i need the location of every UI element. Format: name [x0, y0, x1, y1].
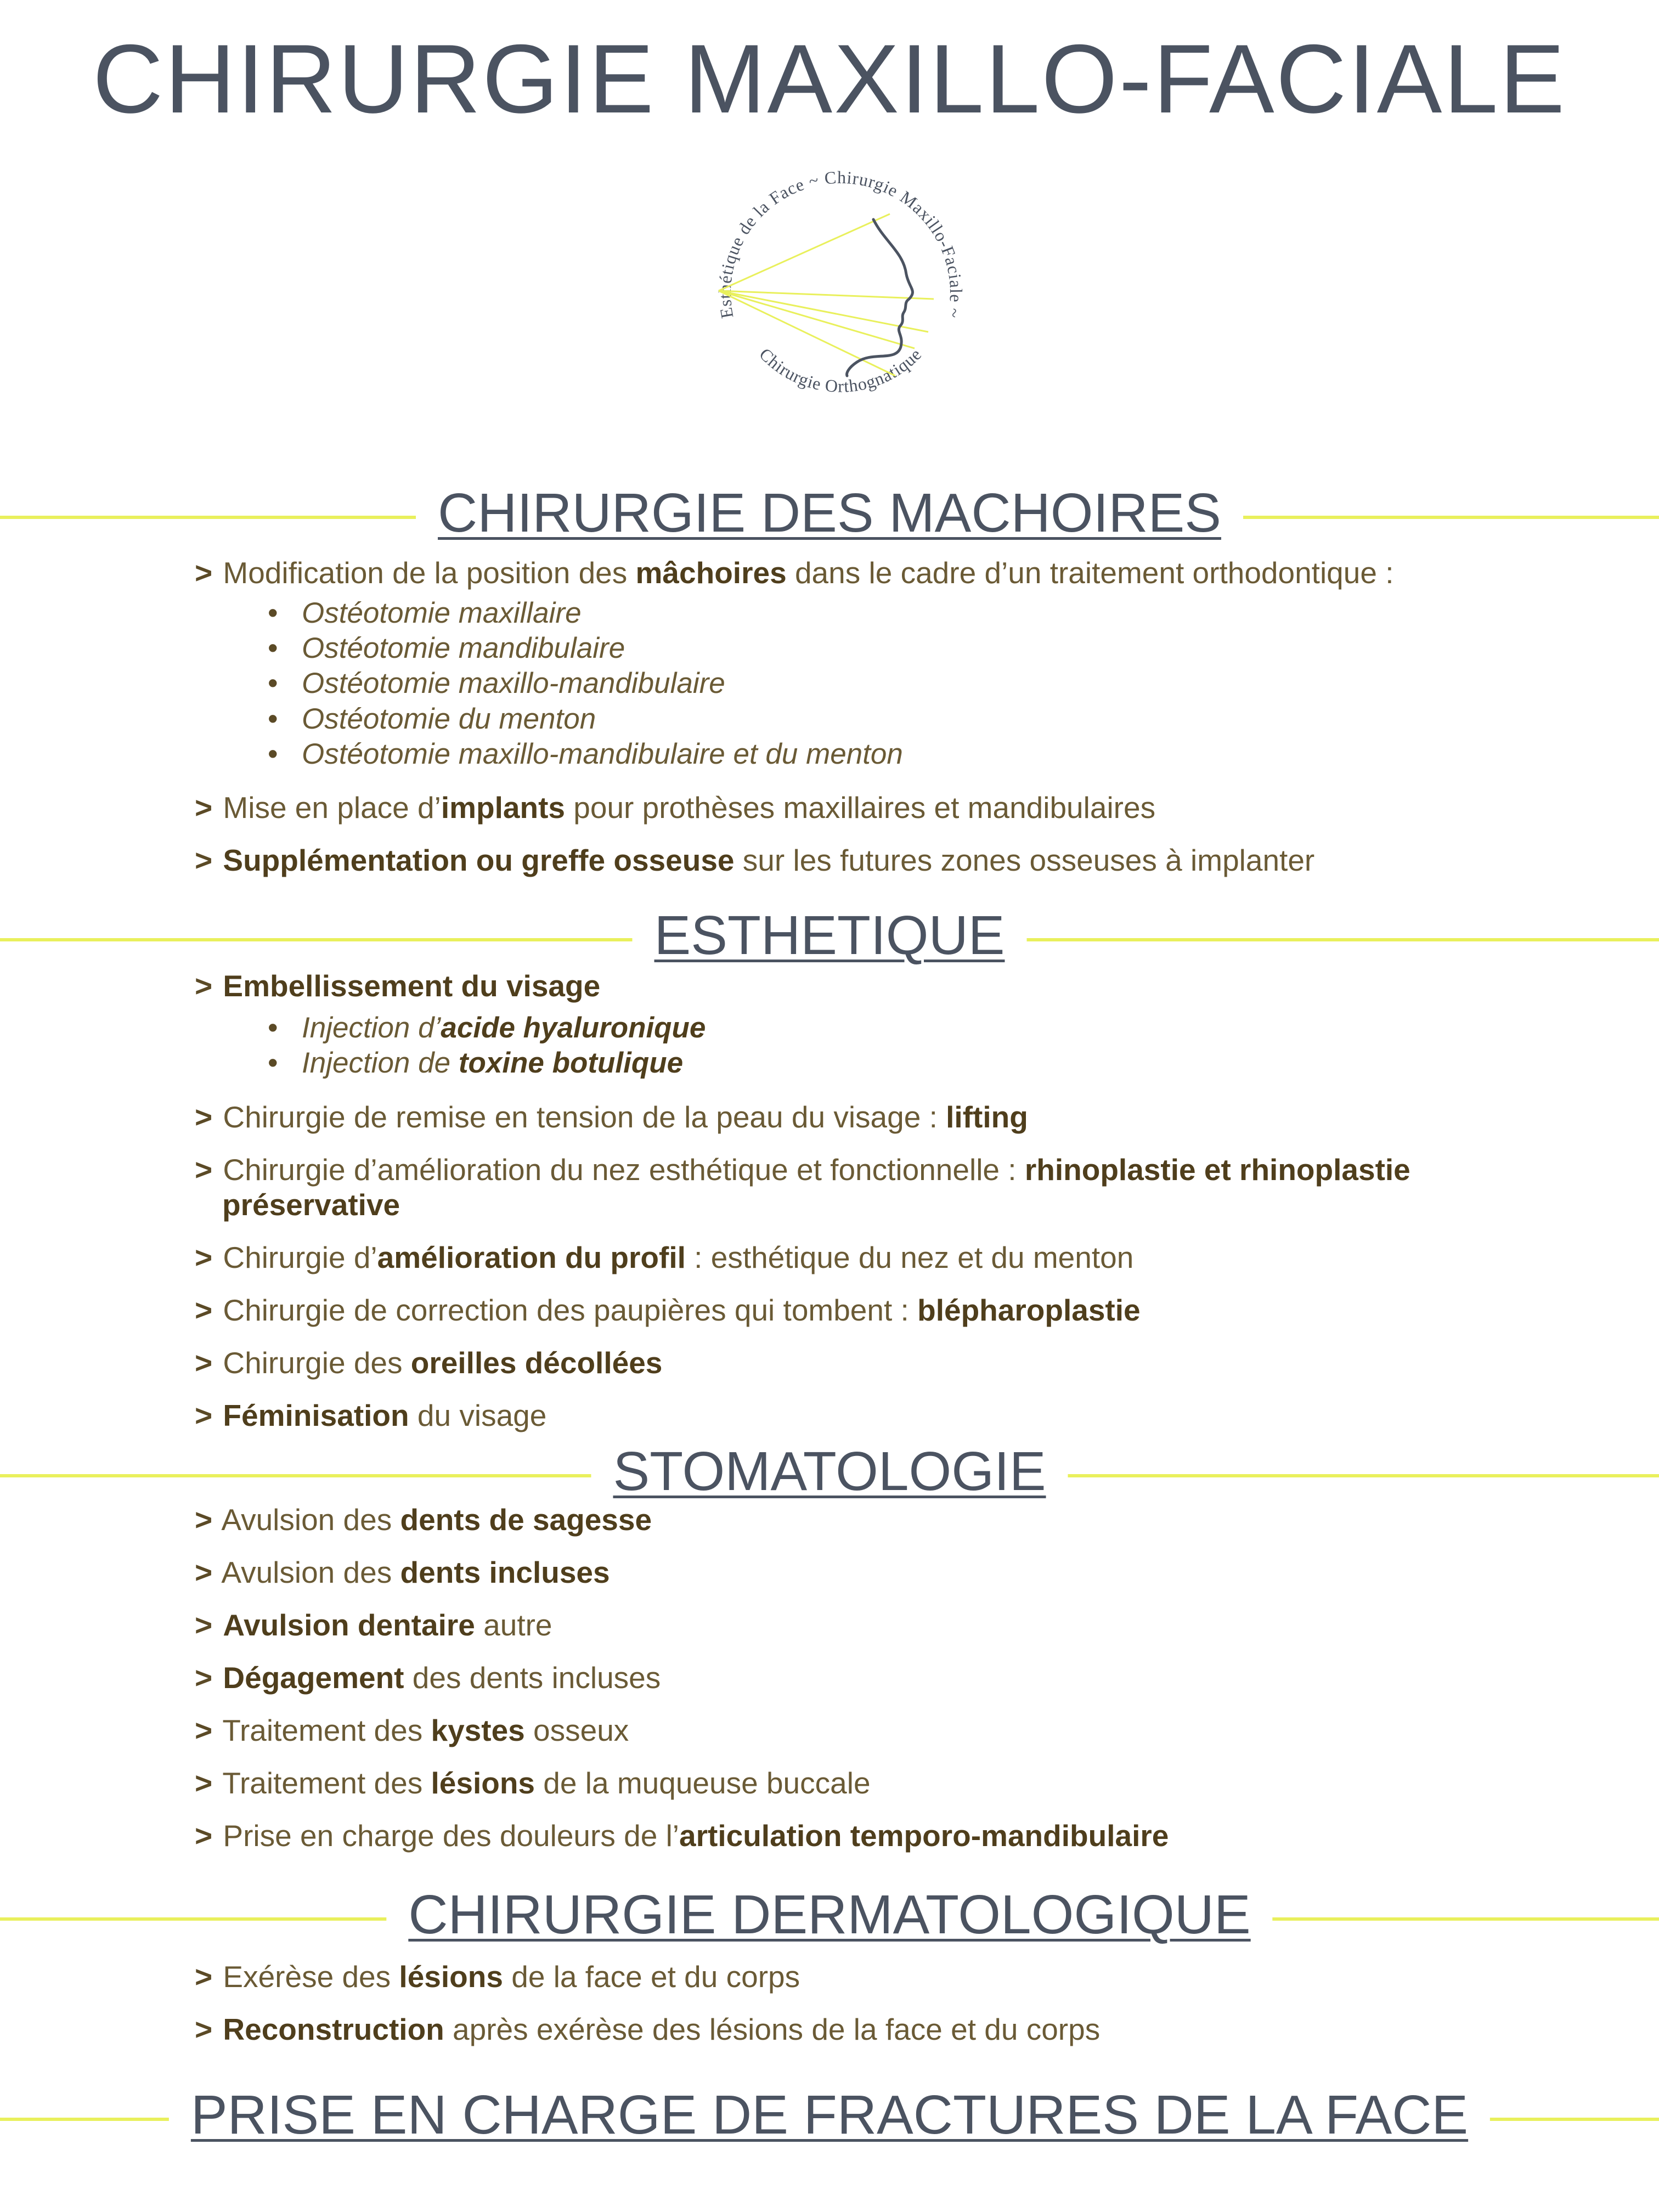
chevron-right-icon: > [195, 843, 213, 877]
list-item: > Modification de la position des mâchoires dans le cadre d’un traitement orthodontique : [195, 556, 1394, 590]
list-item: > Avulsion des dents incluses [195, 1555, 610, 1589]
list-item: > Dégagement des dents incluses [195, 1661, 661, 1695]
sub-list-item: • Injection de toxine botulique [302, 1046, 1454, 1080]
chevron-right-icon: > [195, 1346, 213, 1380]
section-heading-stomatologie [0, 1436, 1659, 1507]
chevron-right-icon: > [195, 1555, 213, 1589]
chevron-right-icon: > [195, 1713, 213, 1747]
section-heading-esthetique [0, 900, 1659, 971]
chevron-right-icon: > [195, 1960, 213, 1994]
chevron-right-icon: > [195, 1608, 213, 1642]
chevron-right-icon: > [195, 1661, 213, 1695]
section-title: CHIRURGIE DERMATOLOGIQUE [386, 1879, 1272, 1950]
chevron-right-icon: > [195, 1293, 213, 1327]
list-item: > Chirurgie de correction des paupières qui tombent : blépharoplastie [195, 1293, 1141, 1327]
list-item: > Prise en charge des douleurs de l’articulation temporo-mandibulaire [195, 1819, 1169, 1853]
list-item: > Traitement des kystes osseux [195, 1713, 629, 1747]
chevron-right-icon: > [195, 1153, 213, 1187]
chevron-right-icon: > [195, 1100, 213, 1134]
chevron-right-icon: > [195, 1240, 213, 1274]
sub-list-item: • Injection d’acide hyaluronique [302, 1011, 1454, 1045]
section-title: ESTHETIQUE [633, 900, 1027, 971]
sub-list-item: • Ostéotomie du menton [302, 702, 1454, 736]
sub-list-item: • Ostéotomie maxillo-mandibulaire [302, 667, 1454, 701]
section-heading-dermatologique [0, 1879, 1659, 1950]
sub-list-item: • Ostéotomie mandibulaire [302, 631, 1454, 665]
svg-text:Chirurgie Orthognatique [755, 344, 926, 396]
logo-arc-top: Esthétique de la Face ~ Chirurgie Maxillo-Faciale ~ [714, 167, 967, 320]
face-profile-logo-icon [692, 143, 989, 439]
list-item: > Supplémentation ou greffe osseuse sur les futures zones osseuses à implanter [195, 843, 1315, 877]
list-item: > Avulsion dentaire autre [195, 1608, 552, 1642]
section-heading-machoires [0, 477, 1659, 549]
sub-list-item: • Ostéotomie maxillaire [302, 596, 1454, 630]
chevron-right-icon: > [195, 1398, 213, 1432]
list-item: > Chirurgie de remise en tension de la peau du visage : lifting [195, 1100, 1028, 1134]
chevron-right-icon: > [195, 2012, 213, 2046]
chevron-right-icon: > [195, 556, 213, 590]
list-item: > Exérèse des lésions de la face et du corps [195, 1960, 800, 1994]
section-title: CHIRURGIE DES MACHOIRES [416, 477, 1243, 549]
logo-arc-bottom: Chirurgie Orthognatique [755, 344, 926, 396]
chevron-right-icon: > [195, 1766, 213, 1800]
list-item: > Traitement des lésions de la muqueuse buccale [195, 1766, 871, 1800]
chevron-right-icon: > [195, 1819, 213, 1853]
section-heading-fractures [0, 2079, 1659, 2151]
sub-list-item: • Ostéotomie maxillo-mandibulaire et du menton [302, 737, 1454, 771]
chevron-right-icon: > [195, 791, 213, 825]
list-item: > Embellissement du visage [195, 969, 601, 1003]
page-title: CHIRURGIE MAXILLO-FACIALE [92, 24, 1567, 133]
clinic-logo [692, 143, 989, 439]
list-item: > Chirurgie des oreilles décollées [195, 1346, 663, 1380]
section-title: STOMATOLOGIE [591, 1436, 1068, 1507]
list-item: > Chirurgie d’amélioration du nez esthétique et fonctionnelle : rhinoplastie et rhinoplastie préservative [195, 1153, 1410, 1222]
list-item: > Mise en place d’implants pour prothèses maxillaires et mandibulaires [195, 791, 1156, 825]
list-item: > Féminisation du visage [195, 1398, 547, 1432]
chevron-right-icon: > [195, 969, 213, 1003]
list-item: > Reconstruction après exérèse des lésions de la face et du corps [195, 2012, 1101, 2046]
list-item: > Avulsion des dents de sagesse [195, 1503, 652, 1537]
section-title: PRISE EN CHARGE DE FRACTURES DE LA FACE [169, 2079, 1490, 2151]
chevron-right-icon: > [195, 1503, 213, 1537]
list-item: > Chirurgie d’amélioration du profil : esthétique du nez et du menton [195, 1240, 1134, 1274]
